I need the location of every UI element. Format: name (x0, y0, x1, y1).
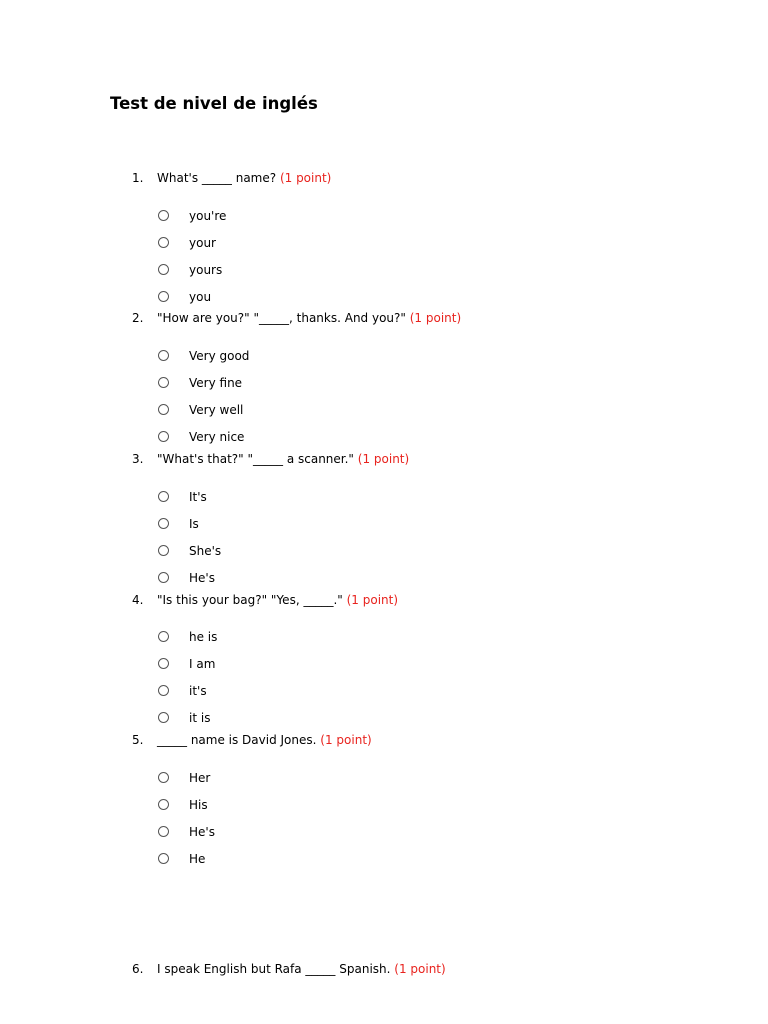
question-prompt: _____ name is David Jones. (157, 733, 317, 747)
question-prompt: "How are you?" "_____, thanks. And you?" (157, 311, 406, 325)
answer-option-label: it is (189, 711, 211, 725)
answer-option-label: It's (189, 490, 207, 504)
radio-button-icon[interactable] (158, 518, 169, 529)
answer-option-label: Very good (189, 349, 250, 363)
answer-option[interactable] (158, 631, 458, 647)
answer-option-label: He's (189, 825, 215, 839)
question-number: 3. (132, 452, 144, 466)
radio-button-icon[interactable] (158, 491, 169, 502)
question-points: (1 point) (357, 452, 410, 466)
question-points: (1 point) (409, 311, 462, 325)
question-number: 6. (132, 962, 144, 976)
question-points: (1 point) (279, 171, 332, 185)
radio-button-icon[interactable] (158, 404, 169, 415)
radio-button-icon[interactable] (158, 772, 169, 783)
answer-option[interactable] (158, 826, 458, 842)
answer-option[interactable] (158, 291, 458, 307)
radio-button-icon[interactable] (158, 237, 169, 248)
question-prompt: "What's that?" "_____ a scanner." (157, 452, 354, 466)
answer-option[interactable] (158, 350, 458, 366)
answer-option[interactable] (158, 772, 458, 788)
question-text (157, 170, 331, 186)
question-text (157, 451, 409, 467)
radio-button-icon[interactable] (158, 210, 169, 221)
answer-option[interactable] (158, 685, 458, 701)
radio-button-icon[interactable] (158, 291, 169, 302)
answer-option-label: Very nice (189, 430, 245, 444)
question-prompt: What's _____ name? (157, 171, 277, 185)
answer-option[interactable] (158, 431, 458, 447)
question-number: 1. (132, 171, 144, 185)
question-prompt: "Is this your bag?" "Yes, _____." (157, 593, 343, 607)
question-text (157, 592, 398, 608)
question-points: (1 point) (394, 962, 446, 976)
radio-button-icon[interactable] (158, 658, 169, 669)
radio-button-icon[interactable] (158, 264, 169, 275)
radio-button-icon[interactable] (158, 377, 169, 388)
answer-option[interactable] (158, 264, 458, 280)
question-number: 4. (132, 593, 144, 607)
answer-option[interactable] (158, 799, 458, 815)
answer-option-label: She's (189, 544, 222, 558)
answer-option-label: He's (189, 571, 215, 585)
radio-button-icon[interactable] (158, 853, 169, 864)
answer-option-label: Very well (189, 403, 244, 417)
answer-option-label: he is (189, 630, 218, 644)
answer-option-label: His (189, 798, 208, 812)
answer-option-label: Very fine (189, 376, 243, 390)
answer-option[interactable] (158, 712, 458, 728)
question-number: 5. (132, 733, 144, 747)
question-text (157, 310, 461, 326)
radio-button-icon[interactable] (158, 826, 169, 837)
answer-option[interactable] (158, 572, 458, 588)
answer-option-label: you're (189, 209, 227, 223)
answer-option[interactable] (158, 491, 458, 507)
answer-option-label: I am (189, 657, 216, 671)
answer-option[interactable] (158, 518, 458, 534)
answer-option-label: you (189, 290, 212, 304)
radio-button-icon[interactable] (158, 631, 169, 642)
answer-option-label: it's (189, 684, 207, 698)
question-text (157, 961, 446, 977)
answer-option[interactable] (158, 404, 458, 420)
answer-option-label: yours (189, 263, 223, 277)
radio-button-icon[interactable] (158, 545, 169, 556)
answer-option[interactable] (158, 853, 458, 869)
answer-option[interactable] (158, 377, 458, 393)
question-prompt: I speak English but Rafa _____ Spanish. (157, 962, 391, 976)
radio-button-icon[interactable] (158, 572, 169, 583)
answer-option-label: Her (189, 771, 211, 785)
radio-button-icon[interactable] (158, 350, 169, 361)
answer-option-label: He (189, 852, 206, 866)
answer-option-label: Is (189, 517, 199, 531)
answer-option[interactable] (158, 545, 458, 561)
radio-button-icon[interactable] (158, 799, 169, 810)
question-points: (1 point) (346, 593, 399, 607)
radio-button-icon[interactable] (158, 685, 169, 696)
page-title: Test de nivel de inglés (110, 94, 318, 113)
answer-option[interactable] (158, 658, 458, 674)
question-points: (1 point) (320, 733, 372, 747)
answer-option[interactable] (158, 237, 458, 253)
answer-option-label: your (189, 236, 216, 250)
radio-button-icon[interactable] (158, 431, 169, 442)
radio-button-icon[interactable] (158, 712, 169, 723)
question-number: 2. (132, 311, 144, 325)
question-text (157, 732, 372, 748)
answer-option[interactable] (158, 210, 458, 226)
